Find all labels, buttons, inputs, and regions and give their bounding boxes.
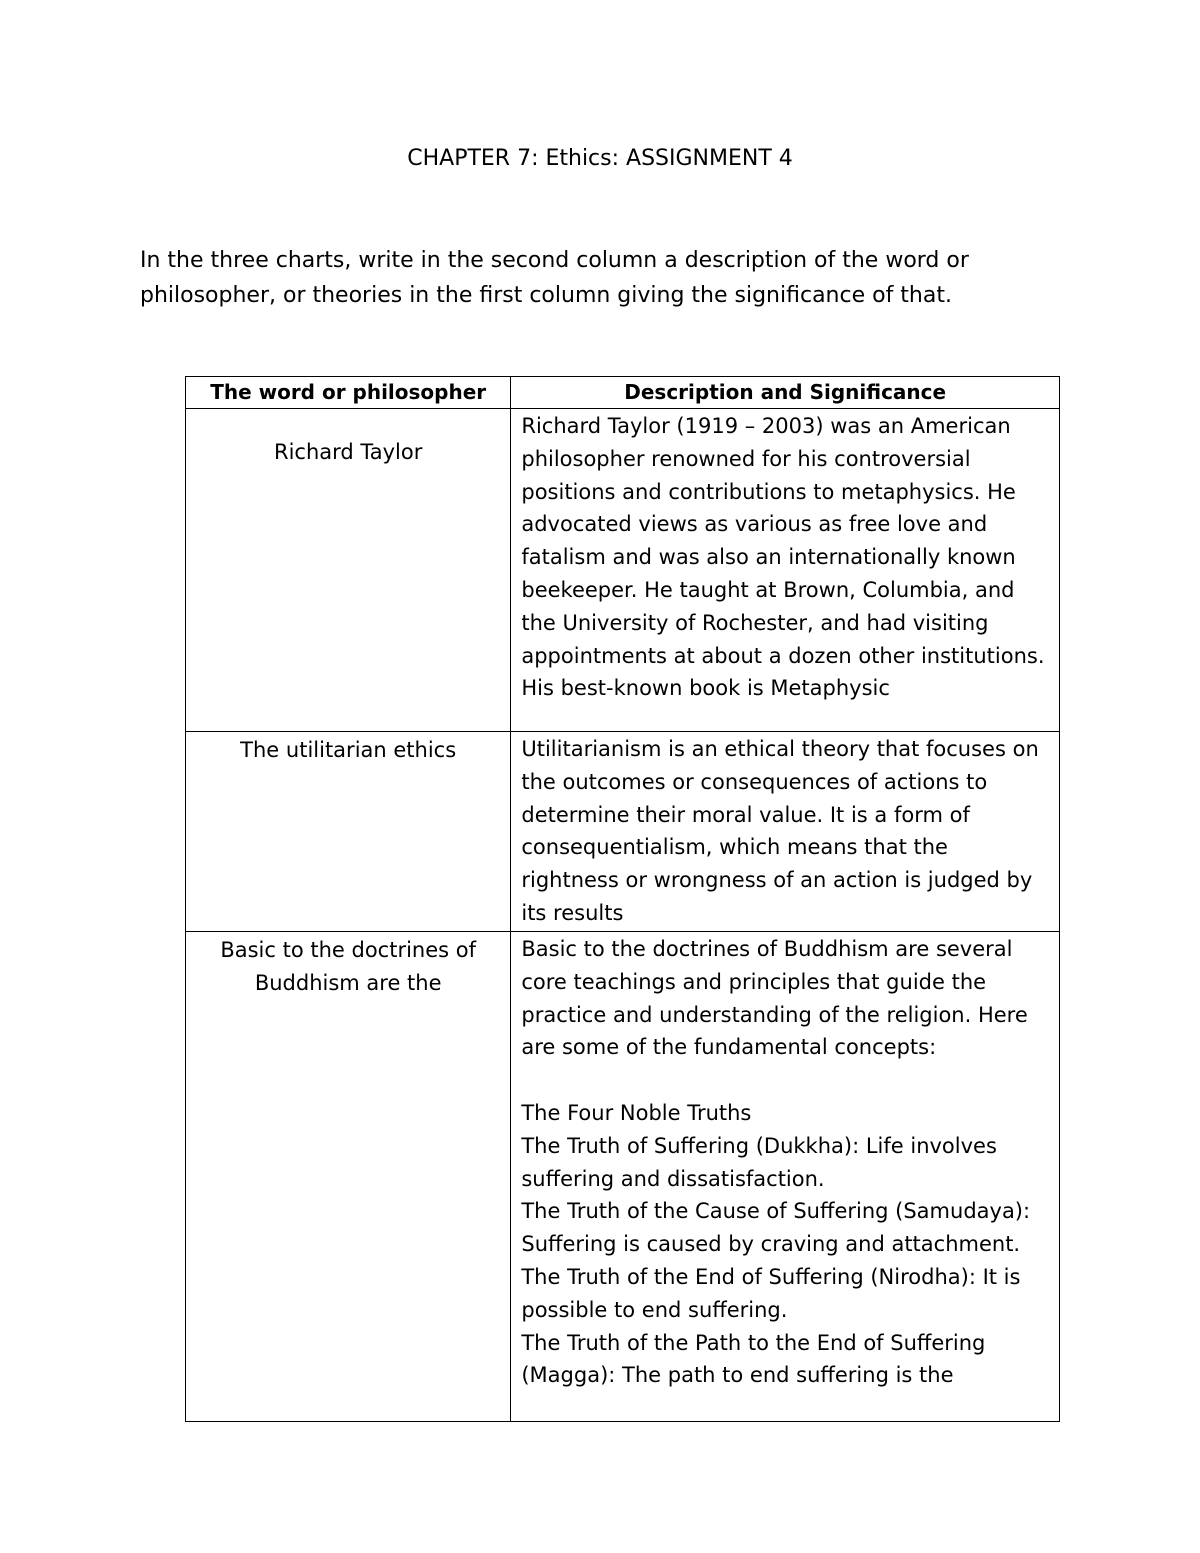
instructions-paragraph: In the three charts, write in the second column a description of the word or philosopher, or theories in the first column giving the significance of that. [140,248,969,308]
description-cell: Richard Taylor (1919 – 2003) was an American philosopher renowned for his controversial positions and contributions to metaphysics. He advocated views as various as free love and fatalism and was also an internationally known beekeeper. He taught at Brown, Columbia, and the University of Rochester, and had visiting appointments at about a dozen other institutions. His best-known book is Metaphysic [511,409,1060,732]
assignment-table [185,376,1060,1422]
description-cell: Basic to the doctrines of Buddhism are several core teachings and principles that guide the practice and understanding of the religion. Here are some of the fundamental concepts: The Four Noble Truths The Truth of Suffering (Dukkha): Life involves suffering and dissatisfaction. The Truth of the Cause of Suffering (Samudaya): Suffering is caused by craving and attachment. The Truth of the End of Suffering (Nirodha): It is possible to end suffering. The Truth of the Path to the End of Suffering (Magga): The path to end suffering is the [511,932,1060,1422]
column-header-description: Description and Significance [511,377,1060,409]
table-row [186,932,1060,1422]
table-header-row [186,377,1060,409]
column-header-word: The word or philosopher [186,377,511,409]
table-row [186,732,1060,932]
word-cell: Basic to the doctrines of Buddhism are the [186,932,511,1422]
description-cell: Utilitarianism is an ethical theory that focuses on the outcomes or consequences of actions to determine their moral value. It is a form of consequentialism, which means that the rightness or wrongness of an action is judged by its results [511,732,1060,932]
word-cell: The utilitarian ethics [186,732,511,932]
page-title: CHAPTER 7: Ethics: ASSIGNMENT 4 [407,146,793,171]
table-row [186,409,1060,732]
word-cell: Richard Taylor [186,409,511,732]
